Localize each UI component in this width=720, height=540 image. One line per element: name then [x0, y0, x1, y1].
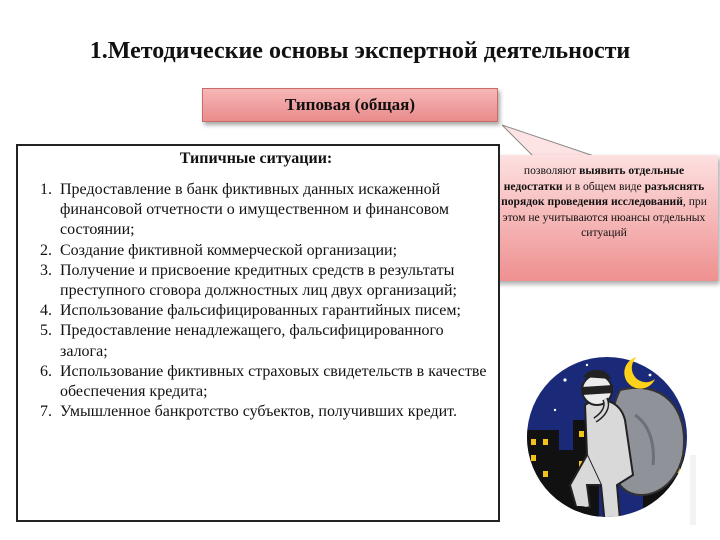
situations-list	[24, 180, 488, 422]
typical-situations-box	[16, 144, 500, 522]
situation-item: 5. Предоставление ненадлежащего, фальсифицированного залога;	[56, 321, 488, 361]
slide-title: 1.Методические основы экспертной деятельности	[89, 38, 631, 64]
situation-item: 6. Использование фиктивных страховых свидетельств в качестве обеспечения кредита;	[56, 362, 488, 402]
situations-heading: Типичные ситуации:	[179, 150, 333, 167]
callout-note	[490, 155, 718, 281]
callout-text-2: выявить отдельные недостатки	[503, 164, 685, 193]
callout-text-1: позволяют	[523, 164, 580, 177]
callout-text-4: разъяснять порядок проведения исследований	[501, 179, 705, 208]
situation-item: 4. Использование фальсифицированных гарантийных писем;	[56, 301, 488, 321]
situation-item: 2. Создание фиктивной коммерческой организации;	[56, 241, 488, 261]
situation-item: 1. Предоставление в банк фиктивных данных искаженной финансовой отчетности о имущественном и финансовом состоянии;	[56, 180, 488, 241]
thief-icon	[525, 335, 715, 540]
type-label-box	[202, 88, 498, 122]
callout-text-5: , при этом не учитываются нюансы отдельных ситуаций	[502, 195, 707, 239]
situation-item: 7. Умышленное банкротство субъектов, получивших кредит.	[56, 402, 488, 422]
situation-item: 3. Получение и присвоение кредитных средств в результаты преступного сговора должностных лиц двух организаций;	[56, 261, 488, 301]
type-label: Типовая (общая)	[284, 95, 416, 114]
callout-text-3: и в общем виде	[562, 179, 645, 193]
